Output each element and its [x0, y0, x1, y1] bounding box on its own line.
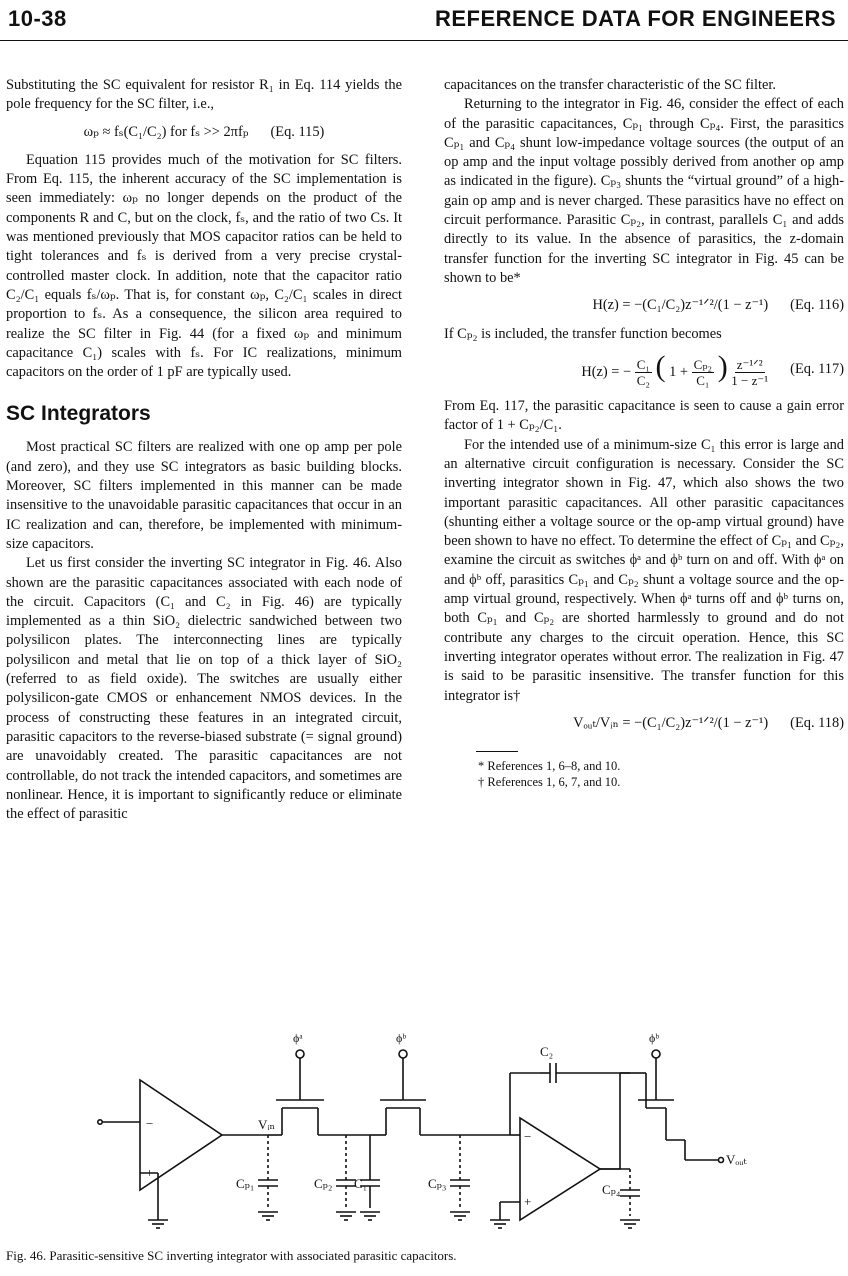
footnote: † References 1, 6, 7, and 10. [478, 775, 621, 790]
capacitor-cp4 [620, 1169, 640, 1228]
cp3-label: Cₚ₃ [428, 1176, 447, 1191]
paragraph: Let us first consider the inverting SC integrator in Fig. 46. Also shown are the parasitic capacitances associated with each node of the circuit. Capacitors (C₁ and C₂ in Fig. 46) are typically implemented as a thin SiO₂ dielectric sandwiched between two polysilicon plates. The interconnecting lines are typically polysilicon and metal that lie on top of a thick layer of SiO₂ (referred to as field oxide). The switches are usually either polysilicon-gate CMOS or enhancement NMOS devices. In the process of constructing these features in an integrated circuit, parasitic capacitors to the reverse-biased substrate (= signal ground) are unavoidably created. The parasitic capacitances are not controllable, do not track the intended capacitors, and sometimes are nonlinear. Hence, it is important to significantly reduce or eliminate the effect of parasitic [6, 555, 402, 823]
capacitor-cp2 [336, 1135, 356, 1220]
opamp1-plus-sign: + [146, 1165, 154, 1180]
paragraph: Returning to the integrator in Fig. 46, consider the effect of each of the parasitic capacitances, Cₚ₁ through Cₚ₄. First, the parasitics Cₚ₁ and Cₚ₄ shunt low-impedance voltage sources (the output of an op amp and the input voltage possibly derived from another op amp as indicated in the figure). Cₚ₃ shunts the “virtual ground” of a high-gain op amp and is never charged. These parasitics have no effect on circuit performance. Parasitic Cₚ₂, in contrast, parallels C₁ and adds directly to its value. In the absence of parasitics, the z-domain transfer function for the inverting SC integrator in Fig. 45 can be shown to be* [444, 96, 844, 286]
equation-expression: Vₒᵤₜ/Vᵢₙ = −(C₁/C₂)z⁻¹ᐟ²/(1 − z⁻¹) [573, 714, 769, 731]
paragraph: Most practical SC filters are realized with one op amp per pole (and zero), and they use SC integrators as basic building blocks. Moreover, SC filters implemented in this manner can be made insensitive to the unavoidable parasitic capacitances that occur in an IC realization and can, therefore, be implemented with minimum-size capacitors. [6, 439, 402, 552]
page-header [0, 6, 848, 42]
equation-116 [444, 296, 844, 315]
equation-expression: H(z) = −(C₁/C₂)z⁻¹ᐟ²/(1 − z⁻¹) [592, 297, 769, 314]
header-rule [0, 40, 848, 41]
c2-label: C₂ [540, 1044, 554, 1059]
left-column [6, 76, 402, 824]
phi-b-label-2: ϕᵇ [649, 1031, 660, 1045]
fraction-denominator: C₂ [636, 373, 650, 389]
cp1-label: Cₚ₁ [236, 1176, 255, 1191]
capacitor-cp1 [258, 1135, 278, 1220]
footnote-rule [476, 751, 518, 752]
paragraph: If Cₚ₂ is included, the transfer function becomes [444, 325, 722, 342]
equation-expression: ωₚ ≈ fₛ(C₁/C₂) for fₛ >> 2πfₚ [83, 123, 249, 140]
fraction-numerator: Cₚ₂ [693, 357, 713, 373]
fraction [692, 357, 714, 388]
fraction [731, 357, 768, 388]
opamp1-minus-sign: − [146, 1116, 154, 1131]
circuit-diagram [100, 1030, 747, 1240]
phi-a-label: ϕᵃ [293, 1031, 303, 1045]
equation-number: (Eq. 118) [790, 714, 844, 731]
footnote: * References 1, 6–8, and 10. [478, 759, 621, 774]
switch-phi-b-1 [370, 1050, 426, 1135]
fraction-denominator: 1 − z⁻¹ [731, 373, 769, 389]
switch-phi-b-2 [630, 1050, 674, 1140]
cp4-label: Cₚ₄ [602, 1182, 621, 1197]
fraction-denominator: C₁ [696, 373, 710, 389]
equation-115 [6, 123, 402, 142]
equation-118 [444, 714, 844, 733]
equation-number: (Eq. 116) [790, 297, 844, 314]
fraction [635, 357, 652, 388]
page-number: 10-38 [8, 6, 67, 31]
capacitor-c2 [540, 1063, 630, 1083]
right-column [444, 76, 844, 790]
equation-expression [581, 349, 769, 389]
paragraph: Substituting the SC equivalent for resistor R₁ in Eq. 114 yields the pole frequency for the SC filter, i.e., [6, 77, 402, 113]
section-heading: SC Integrators [6, 402, 151, 426]
opamp2-plus-sign: + [524, 1194, 532, 1209]
op-amp-1 [98, 1080, 222, 1228]
vin-label: Vᵢₙ [258, 1117, 276, 1132]
opamp2-minus-sign: − [524, 1129, 532, 1144]
paragraph: Equation 115 provides much of the motivation for SC filters. From Eq. 115, the inherent accuracy of the SC implementation is seen immediately: ωₚ no longer depends on the product of the components R and C, but on the clock, fₛ, and the ratio of two Cs. It was mentioned previously that MOS capacitor ratios can be held to tight tolerances and fₛ is derived from a very precise crystal-controlled master clock. In addition, note that the capacitor ratio C₂/C₁ equals fₛ/ωₚ. That is, for constant ωₚ, C₂/C₁ scales in direct proportion to fₛ. As a consequence, the silicon area required to realize the SC filter in Fig. 44 (for a fixed ωₚ and minimum capacitance C₁) scales with fₛ. For IC realizations, minimum capacitors on the order of 1 pF are typically used. [6, 151, 402, 381]
capacitor-cp3 [450, 1135, 470, 1220]
vout-label: Vₒᵤₜ [726, 1152, 747, 1167]
cp2-label: Cₚ₂ [314, 1176, 333, 1191]
right-paren: ) [717, 349, 728, 383]
equation-term: 1 + [669, 363, 689, 380]
switch-phi-a [268, 1050, 324, 1135]
left-paren: ( [655, 349, 666, 383]
paragraph: capacitances on the transfer characteristic of the SC filter. [444, 77, 777, 93]
paragraph: For the intended use of a minimum-size C₁ this error is large and an alternative circuit configuration is necessary. Consider the SC inverting integrator shown in Fig. 47, which also shows the two important parasitic capacitances. All other parasitic capacitances (shunting either a voltage source or the op-amp virtual ground) have been shown to have no effect. To determine the effect of Cₚ₁ and Cₚ₂, examine the circuit as switches ϕᵃ and ϕᵇ turn on and off. With ϕᵃ on and ϕᵇ off, parasitics Cₚ₁ and Cₚ₂ shunt a voltage source and the op-amp virtual ground, respectively. When ϕᵃ turns off and ϕᵇ turns on, both Cₚ₁ and Cₚ₂ are shorted harmlessly to ground and do not contribute any charges to the circuit operation. Hence, this SC inverting integrator operates without error. The realization in Fig. 47 is said to be parasitic insensitive. The transfer function for this integrator is† [444, 436, 844, 704]
figure-caption: Fig. 46. Parasitic-sensitive SC inverting integrator with associated parasitic capacitors. [6, 1248, 457, 1263]
fraction-numerator: C₁ [636, 357, 650, 373]
equation-lhs: H(z) = − [581, 363, 632, 380]
running-title: REFERENCE DATA FOR ENGINEERS [434, 6, 836, 31]
phi-b-label-1: ϕᵇ [396, 1031, 407, 1045]
equation-number: (Eq. 117) [790, 361, 844, 378]
equation-117 [444, 349, 844, 389]
paragraph: From Eq. 117, the parasitic capacitance is seen to cause a gain error factor of 1 + Cₚ₂/C₁. [444, 398, 844, 434]
equation-number: (Eq. 115) [270, 123, 325, 140]
c1-label: C₁ [354, 1176, 368, 1191]
fraction-numerator: z⁻¹ᐟ² [736, 357, 763, 373]
